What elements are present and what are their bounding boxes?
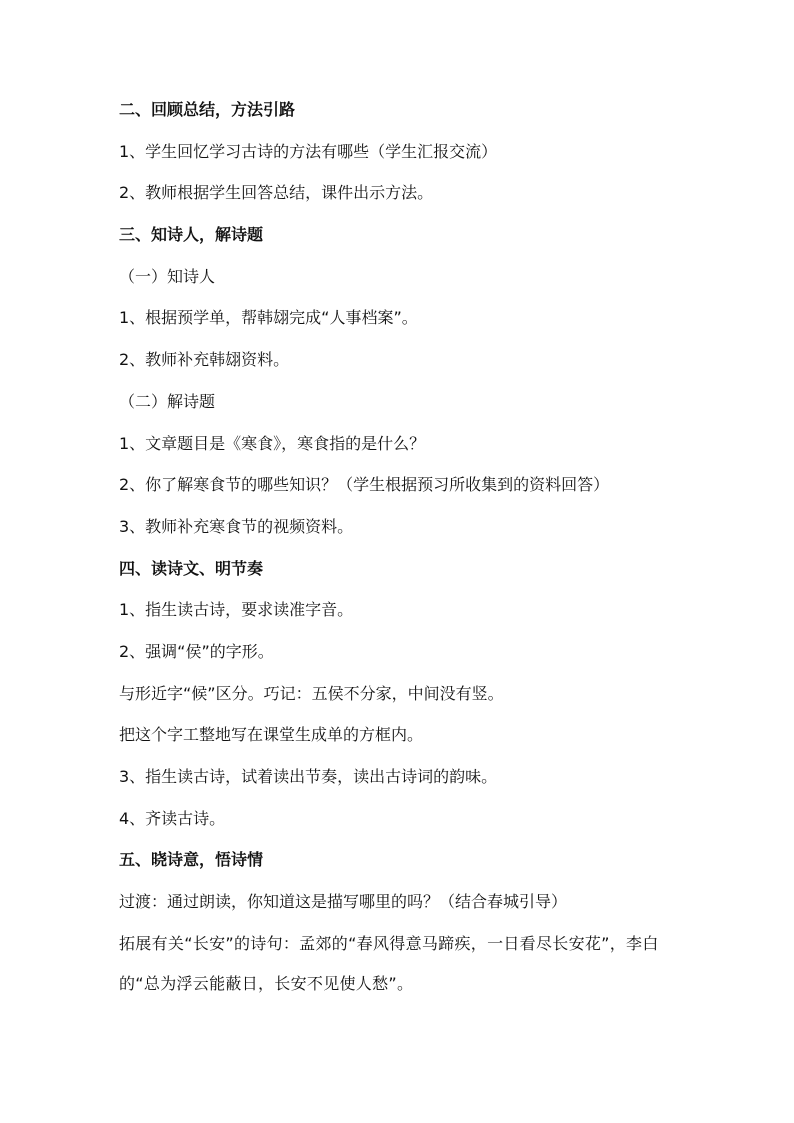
paragraph-wrapped: 拓展有关“长安”的诗句：孟郊的“春风得意马蹄疾，一日看尽长安花”，李白的“总为浮云能蔽日，长安不见使人愁”。 bbox=[119, 933, 659, 993]
paragraph: 3、指生读古诗，试着读出节奏，读出古诗词的韵味。 bbox=[119, 767, 498, 786]
paragraph: 2、强调“侯”的字形。 bbox=[119, 641, 274, 661]
subheading-know-poet: （一）知诗人 bbox=[119, 266, 216, 286]
section-heading-meaning: 五、晓诗意，悟诗情 bbox=[119, 850, 264, 870]
paragraph: 3、教师补充寒食节的视频资料。 bbox=[119, 516, 354, 536]
section-heading-reading: 四、读诗文、明节奏 bbox=[119, 558, 264, 578]
paragraph: 2、你了解寒食节的哪些知识？（学生根据预习所收集到的资料回答） bbox=[119, 475, 610, 495]
paragraph: 过渡：通过朗读，你知道这是描写哪里的吗？（结合春城引导） bbox=[119, 892, 568, 912]
section-heading-review: 二、回顾总结，方法引路 bbox=[119, 100, 296, 119]
paragraph: 2、教师补充韩翃资料。 bbox=[119, 350, 290, 370]
paragraph: 2、教师根据学生回答总结，课件出示方法。 bbox=[119, 183, 434, 203]
paragraph: 1、根据预学单，帮韩翃完成“人事档案”。 bbox=[119, 308, 418, 328]
section-heading-poet: 三、知诗人，解诗题 bbox=[119, 225, 264, 245]
paragraph: 与形近字“候”区分。巧记：五侯不分家，中间没有竖。 bbox=[119, 683, 504, 703]
document-content bbox=[119, 100, 689, 1025]
paragraph: 1、文章题目是《寒食》，寒食指的是什么？ bbox=[119, 433, 426, 453]
paragraph: 4、齐读古诗。 bbox=[119, 808, 226, 828]
paragraph: 把这个字工整地写在课堂生成单的方框内。 bbox=[119, 725, 424, 745]
subheading-title: （二）解诗题 bbox=[119, 391, 216, 411]
paragraph: 1、指生读古诗，要求读准字音。 bbox=[119, 600, 354, 620]
paragraph: 1、学生回忆学习古诗的方法有哪些（学生汇报交流） bbox=[119, 141, 498, 161]
